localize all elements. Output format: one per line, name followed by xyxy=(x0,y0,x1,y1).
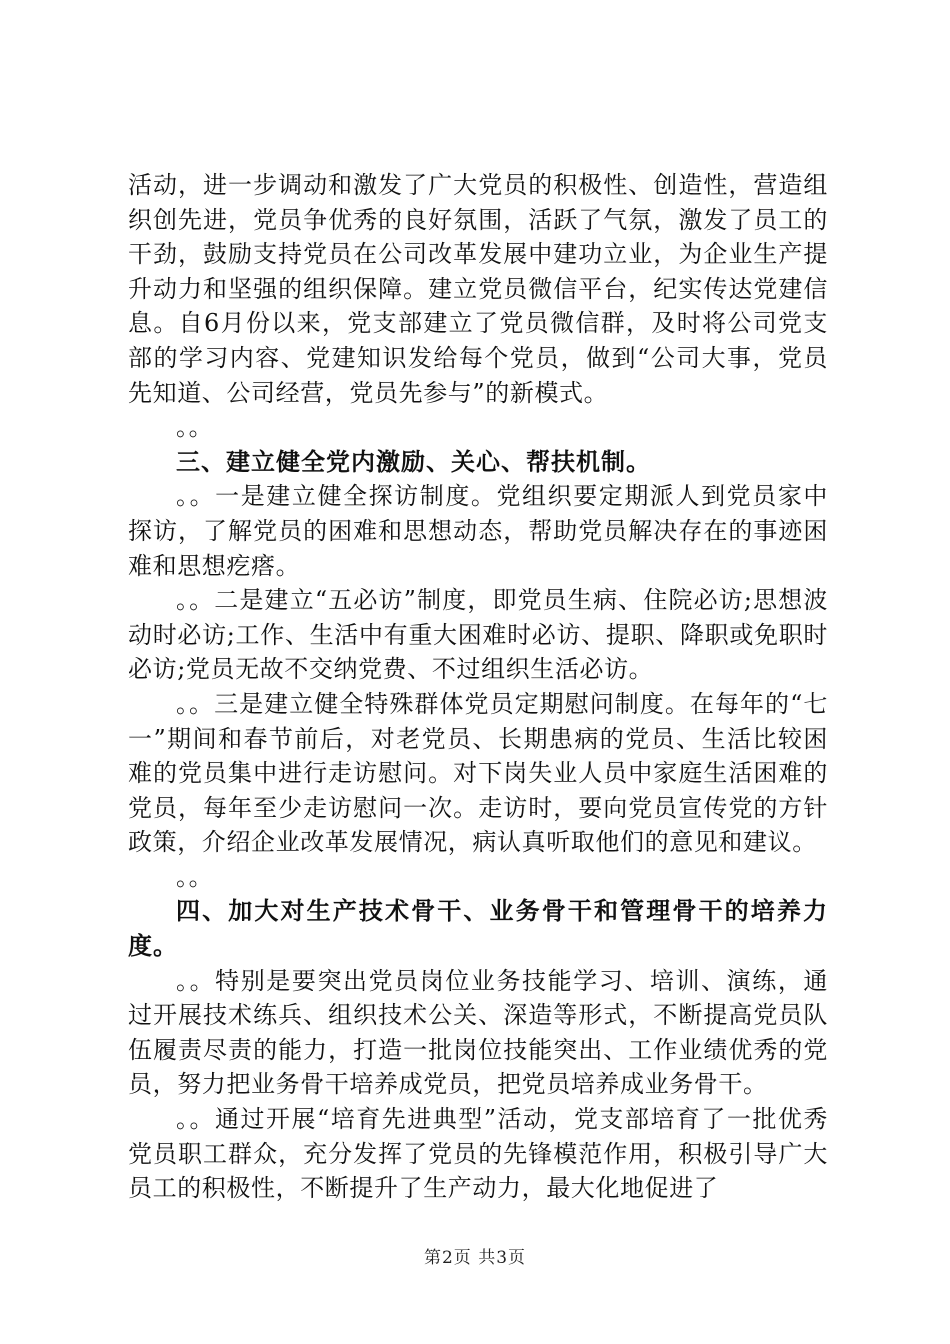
paragraph-continuation: 活动，进一步调动和激发了广大党员的积极性、创造性，营造组织创先进，党员争优秀的良好氛围，活跃了气氛，激发了员工的干劲，鼓励支持党员在公司改革发展中建功立业，为企业生产提升动力和坚强的组织保障。建立党员微信平台，纪实传达党建信息。自6月份以来，党支部建立了党员微信群，及时将公司党支部的学习内容、党建知识发给每个党员，做到“公司大事，党员先知道、公司经营，党员先参与”的新模式。 xyxy=(128,171,828,407)
page-number-footer: 第2页 共3页 xyxy=(423,1248,527,1268)
paragraph-skills-training: 。。特别是要突出党员岗位业务技能学习、培训、演练，通过开展技术练兵、组织技术公关、深造等形式，不断提高党员队伍履责尽责的能力，打造一批岗位技能突出、工作业绩优秀的党员，努力把业务骨干培养成党员，把党员培养成业务骨干。 xyxy=(128,966,828,1099)
section-heading-3: 三、建立健全党内激励、关心、帮扶机制。 xyxy=(176,447,651,476)
section-heading-4: 四、加大对生产技术骨干、业务骨干和管理骨干的培养力度。 xyxy=(128,897,828,961)
paragraph-visit-system: 。。一是建立健全探访制度。党组织要定期派人到党员家中探访，了解党员的困难和思想动态，帮助党员解决存在的事迹困难和思想疙瘩。 xyxy=(128,482,828,580)
paragraph-separator: 。。 xyxy=(176,413,214,442)
paragraph-advanced-models: 。。通过开展“培育先进典型”活动，党支部培育了一批优秀党员职工群众，充分发挥了党员的先锋模范作用，积极引导广大员工的积极性，不断提升了生产动力，最大化地促进了 xyxy=(128,1105,828,1203)
paragraph-special-groups: 。。三是建立健全特殊群体党员定期慰问制度。在每年的“七一”期间和春节前后，对老党员、长期患病的党员、生活比较困难的党员集中进行走访慰问。对下岗失业人员中家庭生活困难的党员，每年至少走访慰问一次。走访时，要向党员宣传党的方针政策，介绍企业改革发展情况，病认真听取他们的意见和建议。 xyxy=(128,689,828,857)
paragraph-separator: 。。 xyxy=(176,862,214,891)
paragraph-five-visits: 。。二是建立“五必访”制度，即党员生病、住院必访;思想波动时必访;工作、生活中有重大困难时必访、提职、降职或免职时必访;党员无故不交纳党费、不过组织生活必访。 xyxy=(128,586,828,684)
document-body xyxy=(128,168,828,1206)
